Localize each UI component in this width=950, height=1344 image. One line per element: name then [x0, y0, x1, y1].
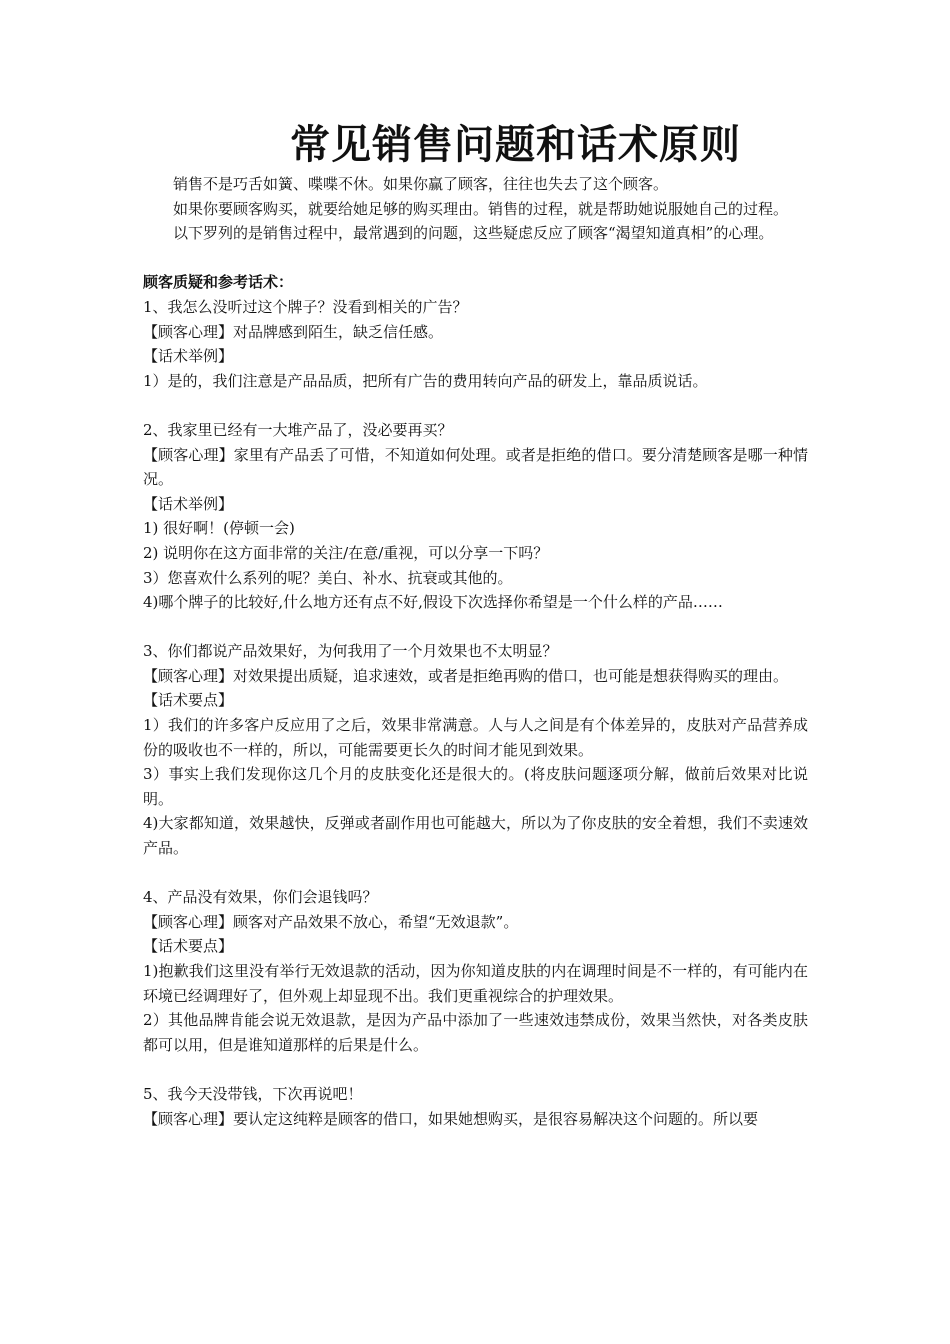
spacer — [143, 1057, 808, 1082]
question-4-point-2: 2）其他品牌肯能会说无效退款，是因为产品中添加了一些速效违禁成份，效果当然快，对各类皮肤都可以用，但是谁知道那样的后果是什么。 — [143, 1011, 808, 1054]
intro-paragraph-1: 销售不是巧舌如簧、喋喋不休。如果你赢了顾客，往往也失去了这个顾客。 — [173, 175, 669, 193]
intro-paragraph-2: 如果你要顾客购买，就要给她足够的购买理由。销售的过程，就是帮助她说服她自己的过程。 — [173, 199, 789, 218]
question-3: 3、你们都说产品效果好，为何我用了一个月效果也不太明显？ — [143, 642, 558, 661]
question-2-psychology: 【顾客心理】家里有产品丢了可惜，不知道如何处理。或者是拒绝的借口。要分清楚顾客是哪一种情况。 — [143, 445, 808, 489]
section-heading: 顾客质疑和参考话术： — [143, 273, 294, 292]
spacer — [143, 246, 808, 271]
question-1: 1、我怎么没听过这个牌子？没看到相关的广告？ — [143, 297, 468, 316]
question-3-label: 【话术要点】 — [143, 691, 234, 710]
question-2-point-1: 1) 很好啊！(停顿一会) — [143, 519, 295, 538]
spacer — [143, 861, 808, 886]
question-1-psychology: 【顾客心理】对品牌感到陌生，缺乏信任感。 — [143, 322, 444, 341]
question-1-label: 【话术举例】 — [143, 347, 234, 366]
question-1-point-1: 1）是的，我们注意是产品品质，把所有广告的费用转向产品的研发上，靠品质说话。 — [143, 371, 708, 390]
question-4-label: 【话术要点】 — [143, 937, 234, 956]
spacer — [143, 615, 808, 640]
question-2-point-2: 2) 说明你在这方面非常的关注/在意/重视，可以分享一下吗？ — [143, 543, 549, 562]
question-5: 5、我今天没带钱，下次再说吧！ — [143, 1084, 363, 1103]
document-title: 常见销售问题和话术原则 — [290, 121, 741, 168]
question-5-psychology: 【顾客心理】要认定这纯粹是顾客的借口，如果她想购买，是很容易解决这个问题的。所以要 — [143, 1109, 759, 1128]
question-2: 2、我家里已经有一大堆产品了，没必要再买？ — [143, 420, 453, 439]
question-2-label: 【话术举例】 — [143, 494, 234, 513]
question-3-point-1: 1）我们的许多客户反应用了之后，效果非常满意。人与人之间是有个体差异的，皮肤对产品营养成份的吸收也不一样的，所以，可能需要更长久的时间才能见到效果。 — [143, 716, 808, 759]
question-2-point-3: 3）您喜欢什么系列的呢？美白、补水、抗衰或其他的。 — [143, 568, 513, 587]
question-4-point-1: 1)抱歉我们这里没有举行无效退款的活动，因为你知道皮肤的内在调理时间是不一样的，有可能内在环境已经调理好了，但外观上却显现不出。我们更重视综合的护理效果。 — [143, 962, 808, 1005]
question-3-point-3: 4)大家都知道，效果越快，反弹或者副作用也可能越大，所以为了你皮肤的安全着想，我们不卖速效产品。 — [143, 814, 808, 858]
question-2-point-4: 4)哪个牌子的比较好,什么地方还有点不好,假设下次选择你希望是一个什么样的产品…… — [143, 593, 723, 612]
intro-paragraph-3: 以下罗列的是销售过程中，最常遇到的问题，这些疑虑反应了顾客“渴望知道真相”的心理。 — [173, 224, 774, 243]
question-4-psychology: 【顾客心理】顾客对产品效果不放心，希望“无效退款”。 — [143, 912, 519, 931]
question-4: 4、产品没有效果，你们会退钱吗？ — [143, 888, 378, 907]
document-page — [143, 118, 808, 1131]
spacer — [143, 393, 808, 418]
question-3-point-2: 3）事实上我们发现你这几个月的皮肤变化还是很大的。(将皮肤问题逐项分解，做前后效果对比说明。 — [143, 765, 808, 808]
question-3-psychology: 【顾客心理】对效果提出质疑，追求速效，或者是拒绝再购的借口，也可能是想获得购买的理由。 — [143, 666, 789, 685]
